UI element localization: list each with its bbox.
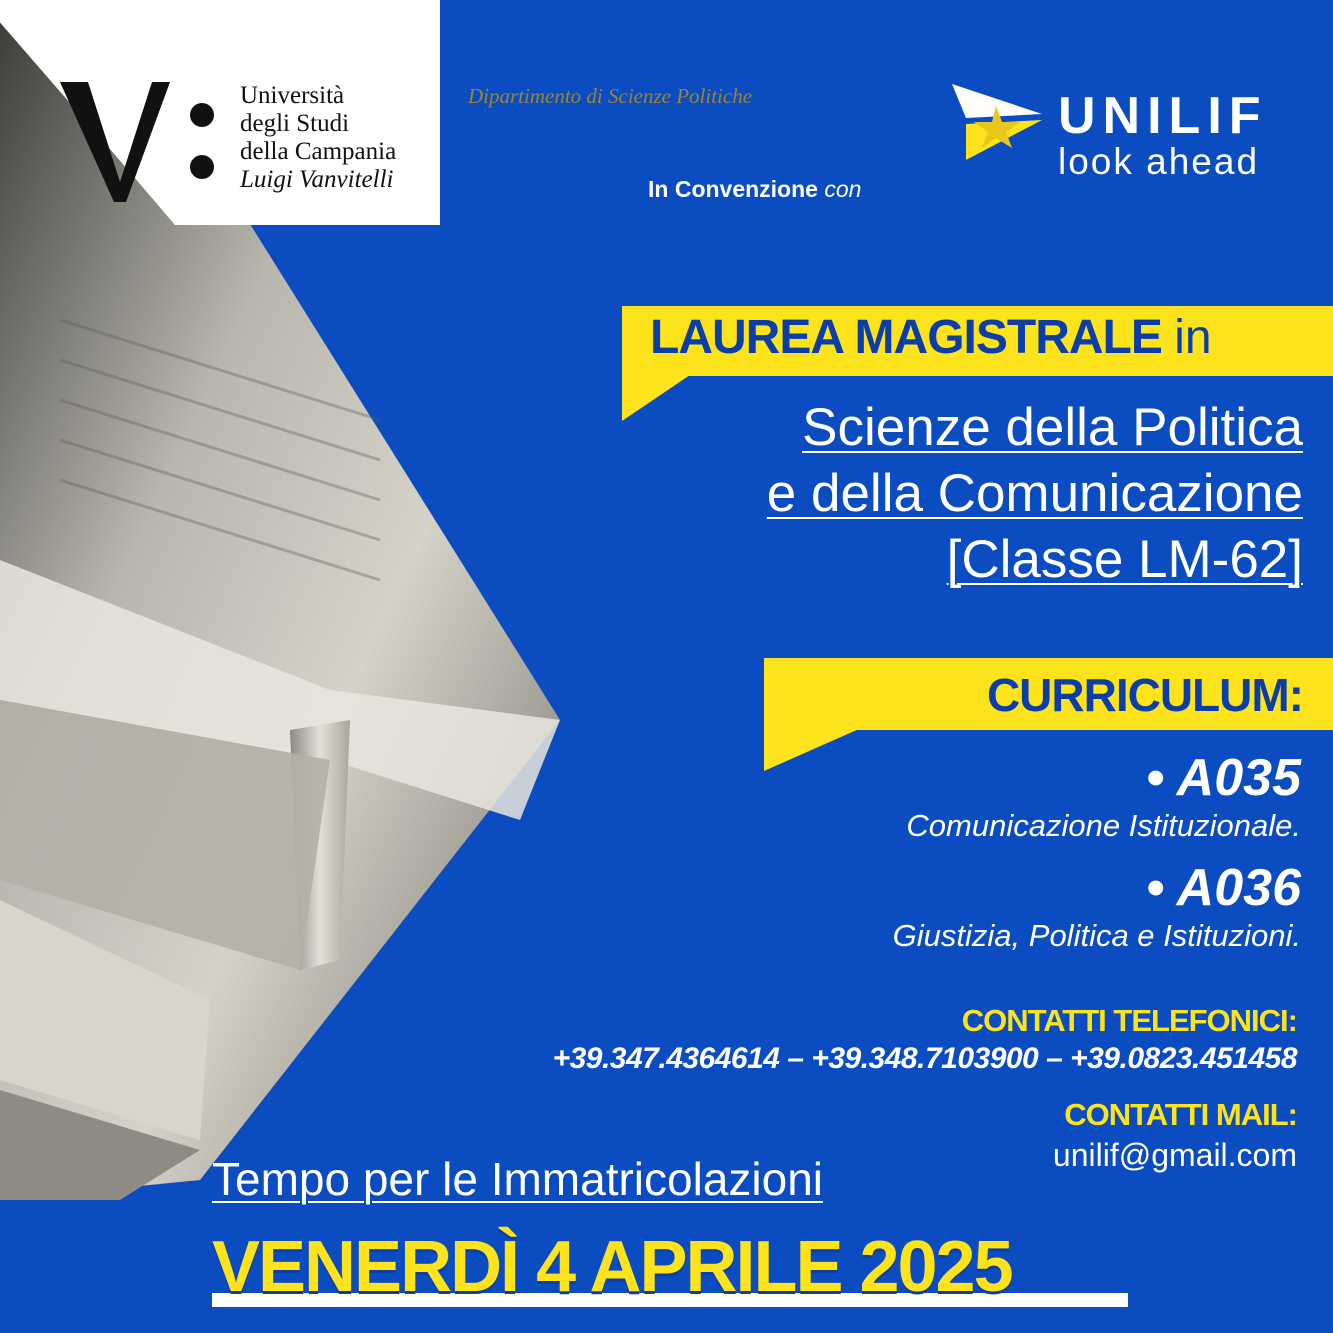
degree-label: LAUREA MAGISTRALE [650,311,1162,364]
unilif-star-logo-icon [952,84,1042,160]
partner-tagline: look ahead [1058,141,1260,182]
course-class: [Classe LM-62] [946,530,1303,589]
enrollment-date: VENERDÌ 4 APRILE 2025 [212,1227,1012,1307]
convention-italic: con [824,176,862,202]
degree-title [650,310,1212,365]
curriculum-description: Giustizia, Politica e Istituzioni. [892,918,1301,953]
curriculum-heading: CURRICULUM: [986,669,1303,721]
course-title-line: Scienze della Politica [802,398,1303,457]
course-title [767,395,1303,593]
university-line: degli Studi [240,110,350,137]
course-title-line: e della Comunicazione [766,464,1303,523]
phone-contacts-label: CONTATTI TELEFONICI: [961,1003,1297,1038]
university-line: Università [240,82,345,109]
vanvitelli-logo-icon [60,72,170,212]
convention-bold: In Convenzione [648,176,818,202]
phone-numbers: +39.347.4364614 – +39.348.7103900 – +39.0823.451458 [552,1042,1297,1075]
mail-contacts-label: CONTATTI MAIL: [1064,1097,1297,1132]
curriculum-description: Comunicazione Istituzionale. [906,808,1301,843]
enrollment-caption: Tempo per le Immatricolazioni [212,1153,824,1205]
curriculum-banner-tip [764,729,859,771]
university-line: Luigi Vanvitelli [240,166,394,193]
partner-name: UNILIF [1058,87,1268,145]
convention-text [648,176,861,203]
department-name: Dipartimento di Scienze Politiche [468,84,753,108]
vanvitelli-logo-dot-icon [190,103,214,127]
degree-connector: in [1174,311,1212,364]
degree-banner-tip [622,375,690,421]
vanvitelli-logo-dot-icon [190,155,214,179]
university-name [240,82,396,194]
mail-address: unilif@gmail.com [1052,1137,1297,1173]
curriculum-code: • A035 [1145,749,1301,807]
university-line: della Campania [240,138,397,165]
curriculum-code: • A036 [1145,859,1301,917]
